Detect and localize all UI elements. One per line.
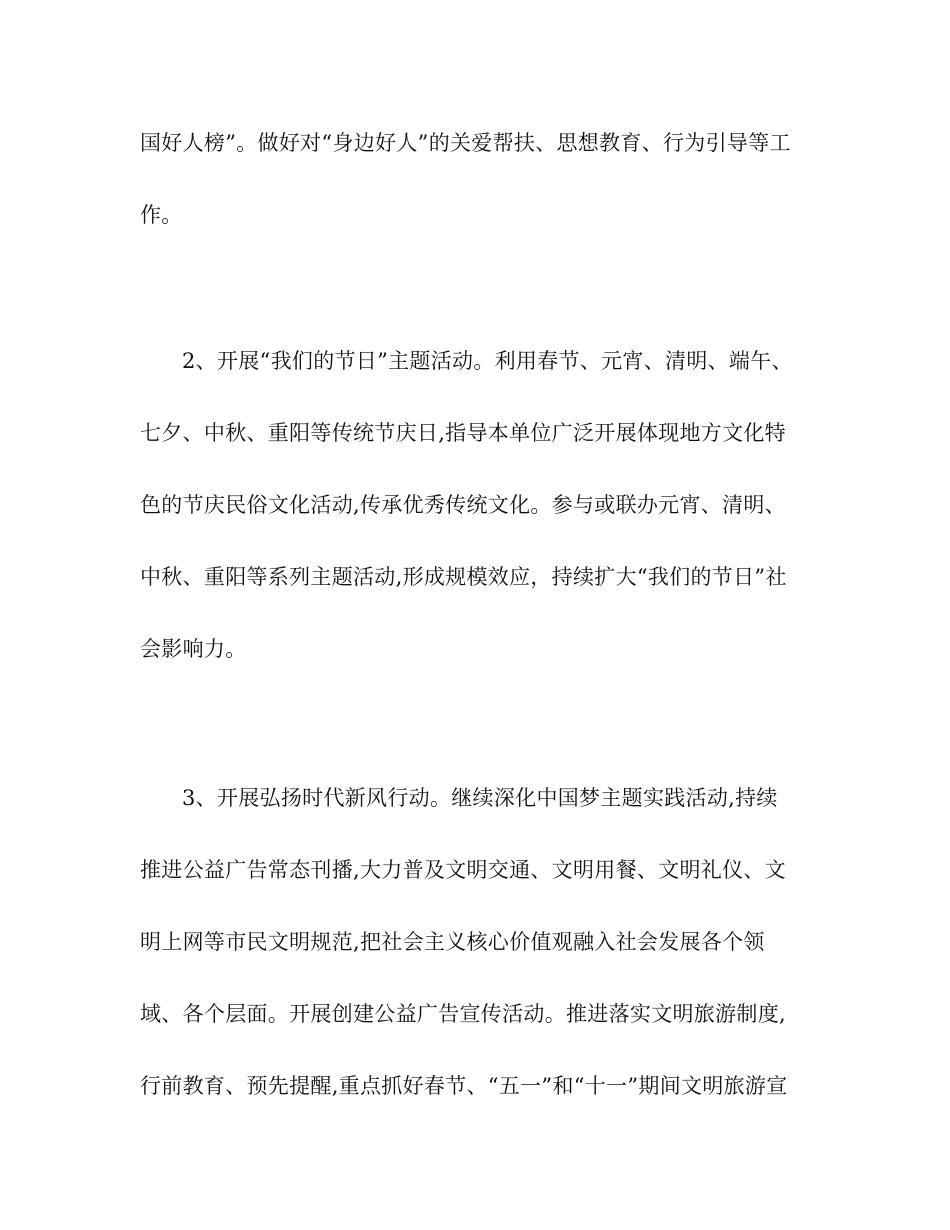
paragraph-3-line-4: 域、各个层面。开展创建公益广告宣传活动。推进落实文明旅游制度, xyxy=(140,1002,786,1026)
paragraph-2-line-1: 2、开展“我们的节日”主题活动。利用春节、元宵、清明、端午、 xyxy=(182,349,793,373)
paragraph-3-line-3: 明上网等市民文明规范,把社会主义核心价值观融入社会发展各个领 xyxy=(140,930,765,954)
paragraph-3-line-1: 3、开展弘扬时代新风行动。继续深化中国梦主题实践活动,持续 xyxy=(182,786,778,810)
paragraph-2-line-5: 会影响力。 xyxy=(140,637,247,661)
paragraph-3-line-5: 行前教育、预先提醒,重点抓好春节、“五一”和“十一”期间文明旅游宣 xyxy=(140,1074,788,1098)
paragraph-2-line-3: 色的节庆民俗文化活动,传承优秀传统文化。参与或联办元宵、清明、 xyxy=(140,493,786,517)
paragraph-1-line-2: 作。 xyxy=(140,203,183,227)
paragraph-1-line-1: 国好人榜”。做好对“身边好人”的关爱帮扶、思想教育、行为引导等工 xyxy=(140,131,791,155)
paragraph-2-line-2: 七夕、中秋、重阳等传统节庆日,指导本单位广泛开展体现地方文化特 xyxy=(140,421,786,445)
paragraph-3-line-2: 推进公益广告常态刊播,大力普及文明交通、文明用餐、文明礼仪、文 xyxy=(140,858,786,882)
paragraph-2-line-4: 中秋、重阳等系列主题活动,形成规模效应，持续扩大“我们的节日”社 xyxy=(140,565,787,589)
